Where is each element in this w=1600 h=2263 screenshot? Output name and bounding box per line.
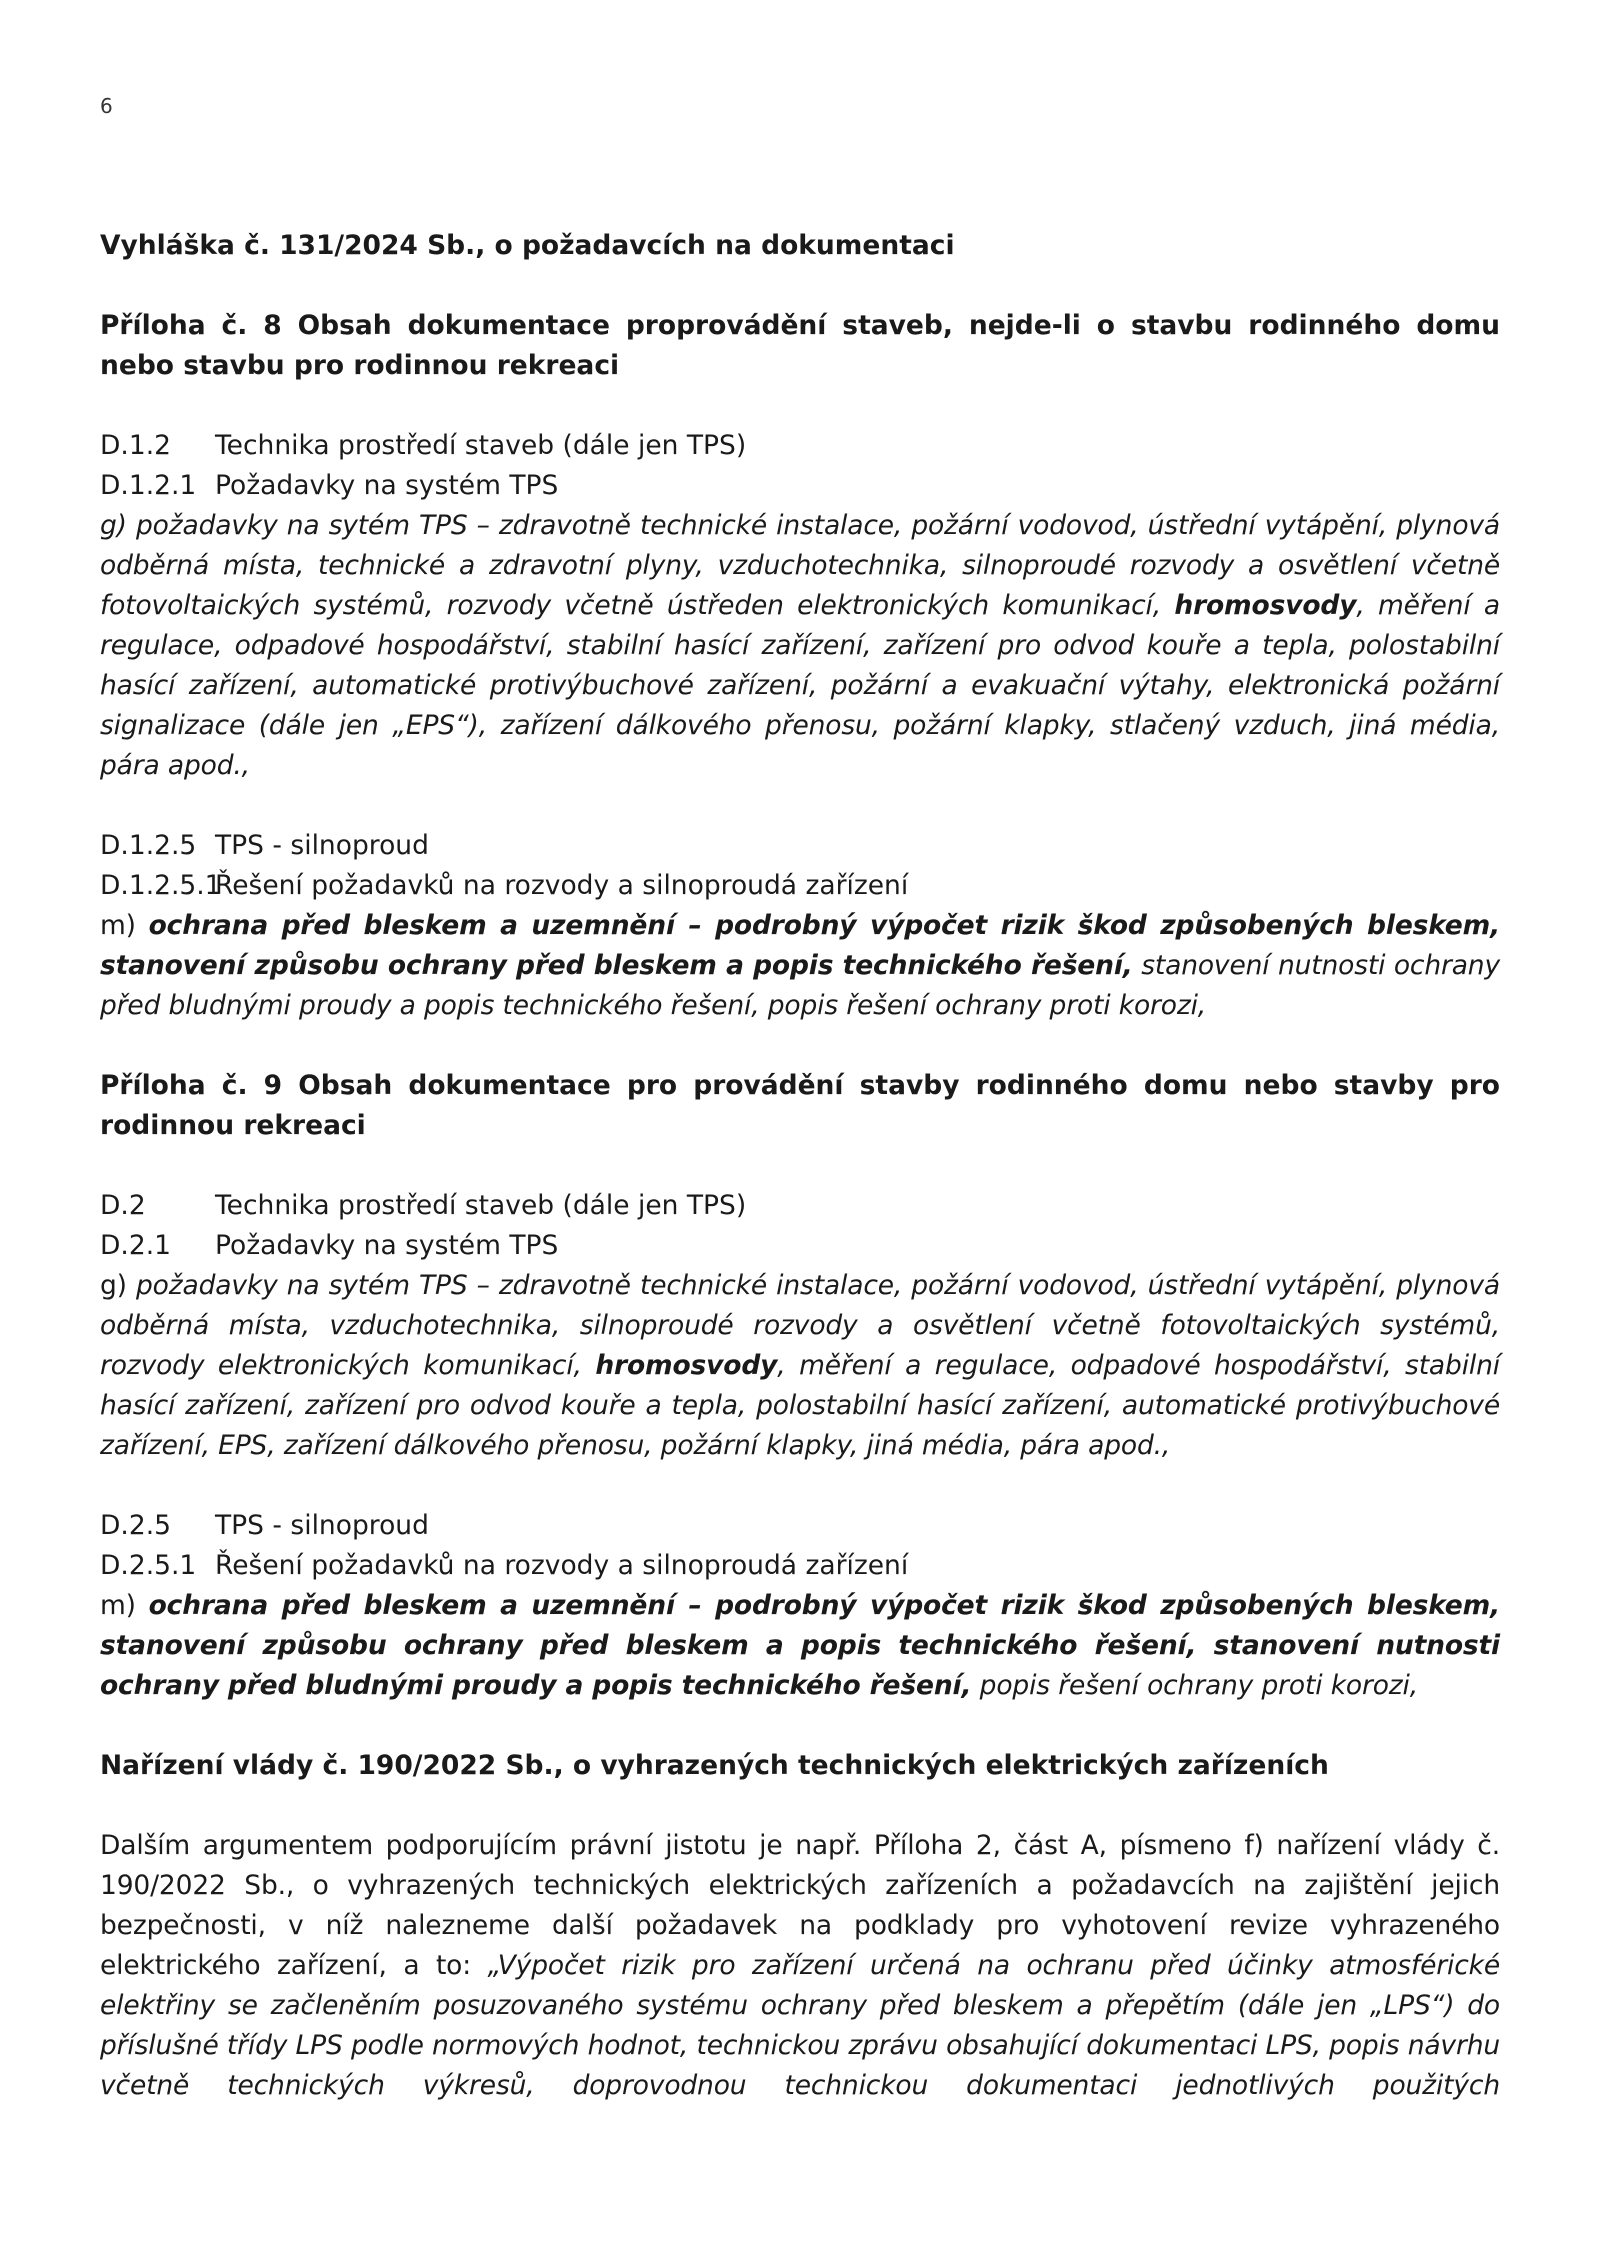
section-row — [100, 426, 1500, 466]
section-title: Požadavky na systém TPS — [215, 470, 559, 501]
paragraph-text: stanovení nutnosti ochrany před bludnými proudy a popis technického řešení, popis řešení ochrany proti korozi, — [100, 950, 1500, 1021]
section-code: D.2.1 — [100, 1230, 171, 1261]
section-code: D.1.2.5.1 — [100, 870, 222, 901]
emphasis-text: ochrana před bleskem a uzemnění – podrobný výpočet rizik škod způsobených bleskem, stanovení způsobu ochrany před bleskem a popis technického řešení, — [100, 910, 1500, 981]
section-title: Technika prostředí staveb (dále jen TPS) — [215, 430, 747, 461]
section-code: D.2.5 — [100, 1510, 171, 1541]
emphasis-text: hromosvody — [1174, 590, 1357, 621]
annex-9-heading: Příloha č. 9 Obsah dokumentace pro provádění stavby rodinného domu nebo stavby pro rodinnou rekreaci — [100, 1070, 1500, 1141]
section-row — [100, 826, 1500, 866]
emphasis-text: ochrana před bleskem a uzemnění – podrobný výpočet rizik škod způsobených bleskem, stanovení způsobu ochrany před bleskem a popis technického řešení, stanovení nutnosti ochrany před bludnými proudy a popis technického řešení, — [100, 1590, 1500, 1701]
decree-title: Vyhláška č. 131/2024 Sb., o požadavcích na dokumentaci — [100, 230, 955, 261]
requirement-m-paragraph — [100, 1586, 1500, 1706]
section-row — [100, 1186, 1500, 1226]
section-row — [100, 866, 1500, 906]
emphasis-text: hromosvody — [595, 1350, 778, 1381]
requirement-m-paragraph — [100, 906, 1500, 1026]
paragraph-text: g) požadavky na sytém TPS – zdravotně technické instalace, požární vodovod, ústřední vytápění, plynová odběrná místa, technické a zdravotní plyny, vzduchotechnika, silnoproudé rozvody a osvětlení včetně fotovoltaických systémů, rozvody včetně ústředen elektronických komunikací, — [100, 510, 1500, 621]
section-row — [100, 1226, 1500, 1266]
section-code: D.1.2.1 — [100, 470, 197, 501]
argument-paragraph — [100, 1826, 1500, 2146]
item-prefix: g) — [100, 1270, 136, 1301]
section-title: Požadavky na systém TPS — [215, 1230, 559, 1261]
page-number: 6 — [100, 94, 113, 118]
section-code: D.2.5.1 — [100, 1550, 197, 1581]
section-row — [100, 466, 1500, 506]
requirement-g-paragraph — [100, 1266, 1500, 1466]
section-title: TPS - silnoproud — [215, 830, 429, 861]
section-row — [100, 1506, 1500, 1546]
section-code: D.2 — [100, 1190, 146, 1221]
document-body — [100, 226, 1500, 2146]
requirement-g-paragraph — [100, 506, 1500, 786]
item-prefix: m) — [100, 1590, 149, 1621]
paragraph-text: požadavky na sytém TPS – zdravotně technické instalace, požární vodovod, ústřední vytápění, plynová odběrná místa, vzduchotechnika, silnoproudé rozvody a osvětlení včetně fotovoltaických systémů, rozvody elektronických komunikací, — [100, 1270, 1500, 1381]
paragraph-text: popis řešení ochrany proti korozi, — [971, 1670, 1419, 1701]
paragraph-text: , měření a regulace, odpadové hospodářství, stabilní hasící zařízení, zařízení pro odvod kouře a tepla, polostabilní hasící zařízení, automatické protivýbuchové zařízení, požární a evakuační výtahy, elektronická požární signalizace (dále jen „EPS“), zařízení dálkového přenosu, požární klapky, stlačený vzduch, jiná média, pára apod., — [100, 590, 1500, 781]
section-code: D.1.2.5 — [100, 830, 197, 861]
section-title: Řešení požadavků na rozvody a silnoproudá zařízení — [215, 870, 909, 901]
section-row — [100, 1546, 1500, 1586]
section-title: Řešení požadavků na rozvody a silnoproudá zařízení — [215, 1550, 909, 1581]
annex-8-heading: Příloha č. 8 Obsah dokumentace proprovádění staveb, nejde-li o stavbu rodinného domu nebo stavbu pro rodinnou rekreaci — [100, 310, 1500, 381]
quote-text: „Výpočet rizik pro zařízení určená na ochranu před účinky atmosférické elektřiny se začleněním posuzovaného systému ochrany před bleskem a přepětím (dále jen „LPS“) do příslušné třídy LPS podle normových hodnot, technickou zprávu obsahující dokumentaci LPS, popis návrhu včetně technických výkresů, doprovodnou technickou dokumentaci jednotlivých použitých — [100, 1950, 1500, 2101]
item-prefix: m) — [100, 910, 149, 941]
section-title: TPS - silnoproud — [215, 1510, 429, 1541]
paragraph-text: , měření a regulace, odpadové hospodářství, stabilní hasící zařízení, zařízení pro odvod kouře a tepla, polostabilní hasící zařízení, automatické protivýbuchové zařízení, EPS, zařízení dálkového přenosu, požární klapky, jiná média, pára apod., — [100, 1350, 1500, 1461]
government-regulation-title: Nařízení vlády č. 190/2022 Sb., o vyhrazených technických elektrických zařízeních — [100, 1750, 1329, 1781]
section-code: D.1.2 — [100, 430, 171, 461]
section-title: Technika prostředí staveb (dále jen TPS) — [215, 1190, 747, 1221]
paragraph-text: Dalším argumentem podporujícím právní jistotu je např. Příloha 2, část A, písmeno f) nařízení vlády č. 190/2022 Sb., o vyhrazených technických elektrických zařízeních a požadavcích na zajištění jejich bezpečnosti, v níž nalezneme další požadavek na podklady pro vyhotovení revize vyhrazeného elektrického zařízení, a to: — [100, 1830, 1500, 1981]
